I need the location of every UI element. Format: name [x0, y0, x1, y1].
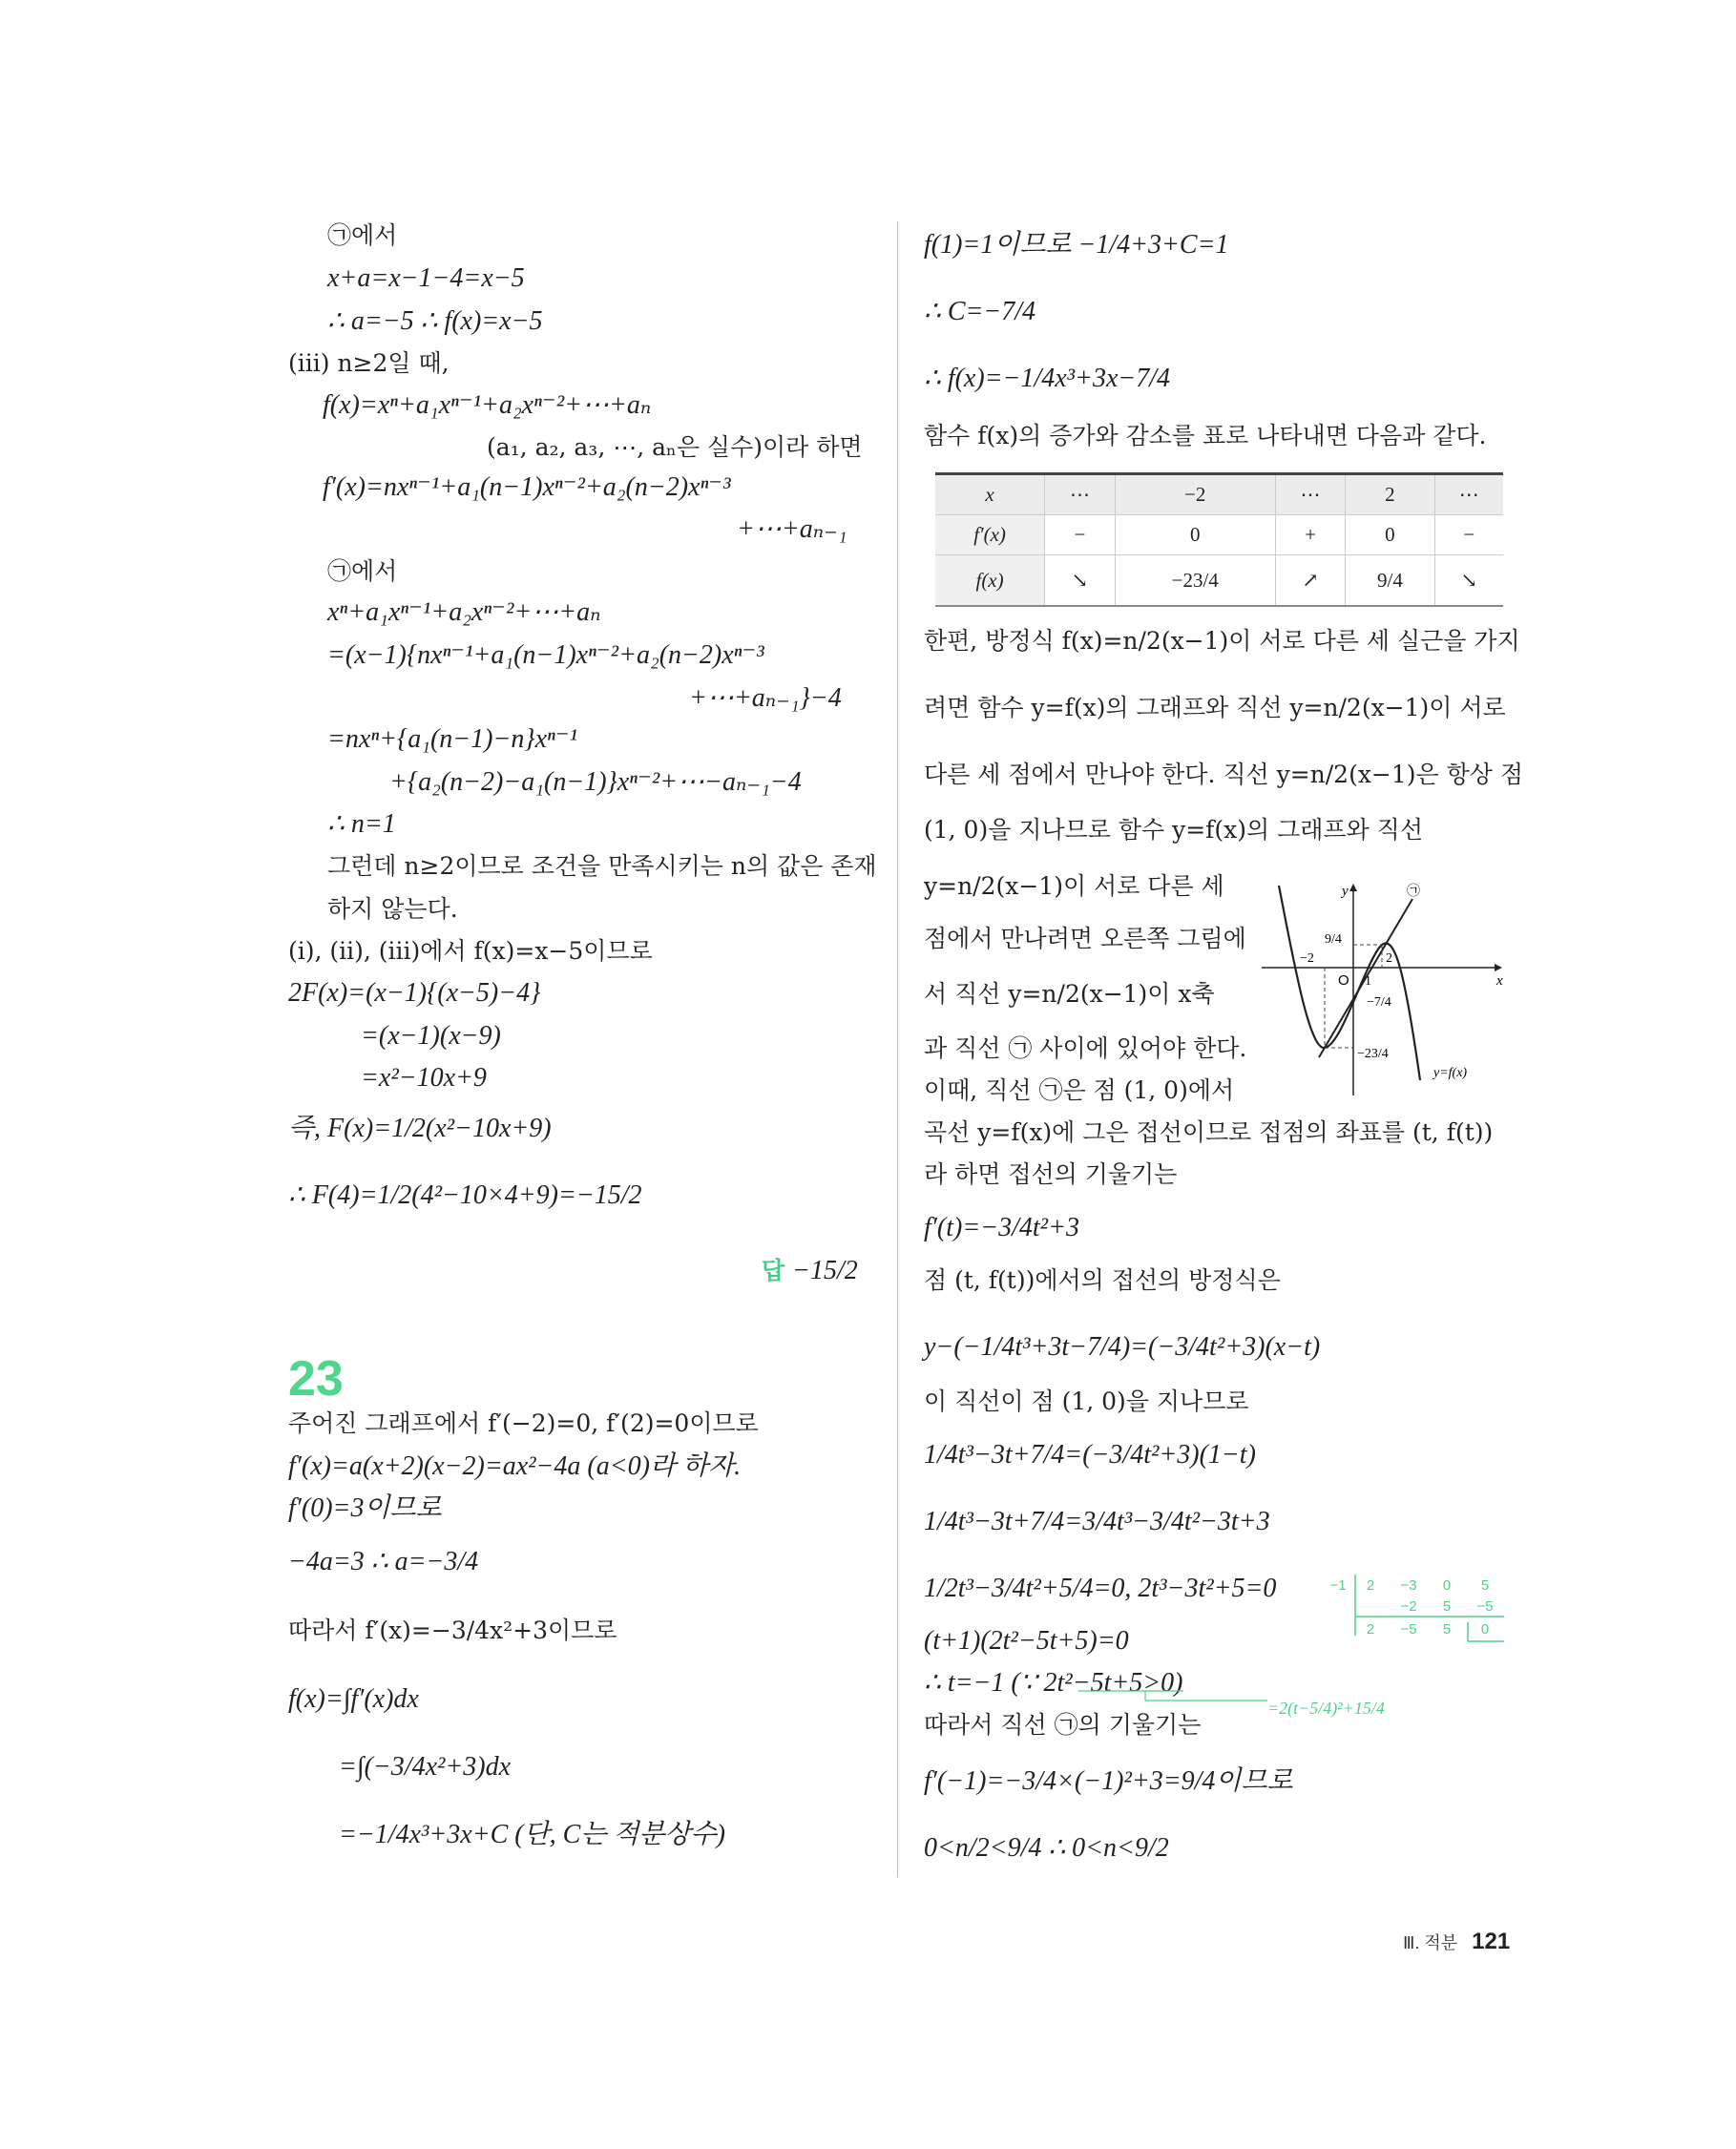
table-cell: +: [1275, 515, 1346, 555]
math-line: −4a=3 ∴ a=−3/4: [288, 1547, 479, 1576]
synth-cell: 5: [1442, 1598, 1452, 1615]
answer: [762, 1255, 858, 1287]
text-line: y=n/2(x−1)이 서로 다른 세: [924, 872, 1224, 900]
text-line: (i), (ii), (iii)에서 f(x)=x−5이므로: [288, 937, 653, 965]
max-value-label: 9/4: [1325, 932, 1342, 947]
math-line: +⋯+aₙ₋₁}−4: [689, 683, 842, 713]
math-line: ∴ f(x)=−1/4x³+3x−7/4: [924, 364, 1171, 393]
synth-cell: −5: [1400, 1621, 1417, 1638]
text-line: (a₁, a₂, a₃, ⋯, aₙ은 실수)이라 하면: [487, 433, 863, 461]
synth-cell: 2: [1366, 1577, 1375, 1594]
curve-y-fx: [1279, 886, 1420, 1080]
synth-cell: 0: [1442, 1577, 1452, 1594]
math-line: f′(−1)=−3/4×(−1)²+3=9/4이므로: [924, 1766, 1293, 1796]
table-cell: ⋯: [1275, 474, 1346, 515]
text-line: (1, 0)을 지나므로 함수 y=f(x)의 그래프와 직선: [924, 816, 1423, 844]
text-line: ㉠에서: [327, 221, 398, 249]
function-graph: [1262, 878, 1508, 1097]
synth-cell: −2: [1400, 1598, 1417, 1615]
math-line: ∴ F(4)=1/2(4²−10×4+9)=−15/2: [288, 1180, 642, 1210]
tangent-label: ㉠: [1407, 884, 1420, 899]
math-line: (t+1)(2t²−5t+5)=0: [924, 1626, 1129, 1656]
text-line: 서 직선 y=n/2(x−1)이 x축: [924, 980, 1215, 1008]
math-line: +⋯+aₙ₋₁: [737, 514, 847, 544]
text-line: 다른 세 점에서 만나야 한다. 직선 y=n/2(x−1)은 항상 점: [924, 761, 1524, 788]
page-number: 121: [1472, 1929, 1511, 1954]
text-line: 점 (t, f(t))에서의 접선의 방정식은: [924, 1266, 1281, 1294]
table-cell: 9/4: [1346, 555, 1434, 607]
math-line: =∫(−3/4x²+3)dx: [339, 1752, 512, 1782]
text-line: 그런데 n≥2이므로 조건을 만족시키는 n의 값은 존재: [327, 852, 877, 880]
table-cell: f′(x): [935, 515, 1045, 555]
math-line: x+a=x−1−4=x−5: [327, 263, 525, 293]
table-cell: ↗: [1275, 555, 1346, 607]
math-line: f′(x)=a(x+2)(x−2)=ax²−4a (a<0)라 하자.: [288, 1451, 742, 1481]
math-line: f(x)=∫f′(x)dx: [288, 1684, 419, 1714]
curve-label: y=f(x): [1433, 1066, 1468, 1080]
math-line: ∴ C=−7/4: [924, 297, 1036, 326]
text-line: 과 직선 ㉠ 사이에 있어야 한다.: [924, 1034, 1247, 1062]
synth-divisor: −1: [1329, 1577, 1347, 1594]
text-line: 려면 함수 y=f(x)의 그래프와 직선 y=n/2(x−1)이 서로: [924, 694, 1506, 721]
math-line: xⁿ+a₁xⁿ⁻¹+a₂xⁿ⁻²+⋯+aₙ: [327, 597, 601, 627]
two-label: 2: [1386, 951, 1392, 966]
text-line: 하지 않는다.: [327, 895, 458, 923]
neg-two-label: −2: [1300, 951, 1314, 966]
footer-section: Ⅲ. 적분: [1403, 1933, 1458, 1952]
one-label: 1: [1365, 974, 1371, 989]
table-cell: f(x): [935, 555, 1045, 607]
math-line: =−1/4x³+3x+C (단, C는 적분상수): [339, 1820, 725, 1849]
x-axis-arrow: [1495, 964, 1502, 971]
table-cell: x: [935, 474, 1045, 515]
math-line: f′(x)=nxⁿ⁻¹+a₁(n−1)xⁿ⁻²+a₂(n−2)xⁿ⁻³: [323, 472, 731, 502]
table-cell: −: [1045, 515, 1116, 555]
math-line: ∴ a=−5 ∴ f(x)=x−5: [327, 306, 543, 336]
math-line: y−(−1/4t³+3t−7/4)=(−3/4t²+3)(x−t): [924, 1332, 1321, 1362]
math-line: 1/2t³−3/4t²+5/4=0, 2t³−3t²+5=0: [924, 1574, 1277, 1603]
math-line: f(1)=1이므로 −1/4+3+C=1: [924, 230, 1229, 260]
table-cell: 2: [1346, 474, 1434, 515]
text-line: 함수 f(x)의 증가와 감소를 표로 나타내면 다음과 같다.: [924, 422, 1487, 449]
table-cell: ⋯: [1045, 474, 1116, 515]
table-row: [935, 555, 1503, 607]
increase-decrease-table: [935, 472, 1503, 607]
math-line: 0<n/2<9/4 ∴ 0<n<9/2: [924, 1833, 1169, 1863]
case-heading: (iii) n≥2일 때,: [288, 349, 450, 377]
math-line: 2F(x)=(x−1){(x−5)−4}: [288, 978, 541, 1008]
math-line: f′(0)=3이므로: [288, 1493, 442, 1523]
table-cell: 0: [1346, 515, 1434, 555]
math-line: 1/4t³−3t+7/4=(−3/4t²+3)(1−t): [924, 1440, 1256, 1470]
hint-underline: [1078, 1689, 1269, 1708]
column-divider: [897, 221, 898, 1877]
text-line: 주어진 그래프에서 f′(−2)=0, f′(2)=0이므로: [288, 1409, 759, 1437]
x-axis-label: x: [1496, 973, 1503, 989]
text-line: ㉠에서: [327, 557, 398, 585]
table-cell: ↘: [1434, 555, 1503, 607]
math-line: ∴ n=1: [327, 809, 396, 839]
math-line: +{a₂(n−2)−a₁(n−1)}xⁿ⁻²+⋯−aₙ₋₁−4: [389, 767, 802, 797]
neg-seven-quarters-label: −7/4: [1367, 995, 1391, 1010]
synth-cell: 2: [1366, 1621, 1375, 1638]
math-line: f′(t)=−3/4t²+3: [924, 1213, 1079, 1242]
math-line: =(x−1){nxⁿ⁻¹+a₁(n−1)xⁿ⁻²+a₂(n−2)xⁿ⁻³: [327, 640, 764, 670]
text-line: 한편, 방정식 f(x)=n/2(x−1)이 서로 다른 세 실근을 가지: [924, 627, 1520, 655]
table-cell: ⋯: [1434, 474, 1503, 515]
min-value-label: −23/4: [1357, 1047, 1389, 1061]
synth-cell: −5: [1476, 1598, 1494, 1615]
text-line: 라 하면 접선의 기울기는: [924, 1160, 1178, 1188]
answer-value: −15/2: [792, 1256, 858, 1285]
text-line: 이 직선이 점 (1, 0)을 지나므로: [924, 1387, 1249, 1415]
math-line: f(x)=xⁿ+a₁xⁿ⁻¹+a₂xⁿ⁻²+⋯+aₙ: [323, 390, 652, 420]
problem-number: 23: [288, 1351, 344, 1407]
synth-cell: −3: [1400, 1577, 1417, 1594]
math-line: 즉, F(x)=1/2(x²−10x+9): [288, 1114, 552, 1143]
synth-cell: 5: [1480, 1577, 1490, 1594]
text-line: 곡선 y=f(x)에 그은 접선이므로 접점의 좌표를 (t, f(t)): [924, 1118, 1494, 1146]
table-cell: −2: [1115, 474, 1275, 515]
completing-square-hint: =2(t−5/4)²+15/4: [1267, 1699, 1385, 1718]
math-line: ∴ t=−1 (∵ 2t²−5t+5>0): [924, 1668, 1183, 1698]
text-line: 따라서 직선 ㉠의 기울기는: [924, 1711, 1202, 1739]
text-line: 이때, 직선 ㉠은 점 (1, 0)에서: [924, 1076, 1235, 1104]
table-cell: −23/4: [1115, 555, 1275, 607]
y-axis-label: y: [1342, 884, 1349, 899]
table-row: [935, 474, 1503, 515]
math-line: =nxⁿ+{a₁(n−1)−n}xⁿ⁻¹: [327, 724, 578, 754]
table-cell: ↘: [1045, 555, 1116, 607]
text-line: 점에서 만나려면 오른쪽 그림에: [924, 925, 1246, 952]
math-line: 1/4t³−3t+7/4=3/4t³−3/4t²−3t+3: [924, 1507, 1270, 1536]
table-cell: 0: [1115, 515, 1275, 555]
page-footer: [1403, 1928, 1510, 1955]
table-cell: −: [1434, 515, 1503, 555]
table-row: [935, 515, 1503, 555]
answer-label: 답: [762, 1258, 785, 1284]
synth-cell: 0: [1480, 1621, 1490, 1638]
synth-cell: 5: [1442, 1621, 1452, 1638]
y-axis-arrow: [1349, 884, 1357, 891]
math-line: =(x−1)(x−9): [361, 1021, 501, 1051]
math-line: =x²−10x+9: [361, 1063, 487, 1093]
text-line: 따라서 f′(x)=−3/4x²+3이므로: [288, 1617, 617, 1644]
synthetic-division: [1325, 1573, 1506, 1649]
origin-label: O: [1338, 972, 1349, 989]
